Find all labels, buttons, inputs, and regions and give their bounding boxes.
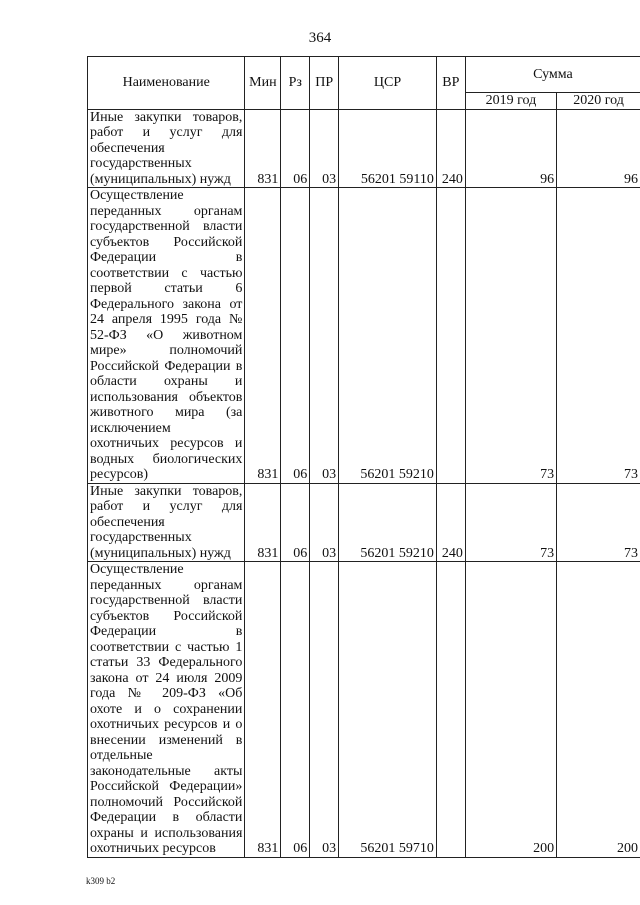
table-row xyxy=(88,562,640,858)
header-sum: Сумма xyxy=(465,57,640,93)
row-csr: 56201 59110 xyxy=(339,109,437,188)
header-year-2019: 2019 год xyxy=(465,93,556,110)
header-rz: Рз xyxy=(281,57,310,110)
row-rz: 06 xyxy=(281,188,310,484)
table-row xyxy=(88,483,640,562)
header-vr: ВР xyxy=(436,57,465,110)
row-sum-2019: 200 xyxy=(465,562,556,858)
row-rz: 06 xyxy=(281,562,310,858)
row-sum-2019: 96 xyxy=(465,109,556,188)
row-name: Иные закупки товаров, работ и услуг для обеспечения государственных (муниципальных) нужд xyxy=(88,109,245,188)
budget-table xyxy=(87,56,640,858)
footer-code: k309 b2 xyxy=(86,876,116,886)
table-row xyxy=(88,188,640,484)
row-vr: 240 xyxy=(436,483,465,562)
row-sum-2020: 200 xyxy=(557,562,640,858)
row-csr: 56201 59210 xyxy=(339,188,437,484)
row-min: 831 xyxy=(245,483,281,562)
row-min: 831 xyxy=(245,562,281,858)
row-min: 831 xyxy=(245,109,281,188)
header-pr: ПР xyxy=(310,57,339,110)
row-name: Осуществление переданных органам государственной власти субъектов Российской Федерации в соответствии с частью 1 статьи 33 Федерального закона от 24 июля 2009 года № 209-ФЗ «Об охоте и о сохранении охотничьих ресурсов и о внесении изменений в отдельные законодательные акты Российской Федерации» полномочий Российской Федерации в области охраны и использования охотничьих ресурсов xyxy=(88,562,245,858)
header-name: Наименование xyxy=(88,57,245,110)
row-sum-2020: 96 xyxy=(557,109,640,188)
row-pr: 03 xyxy=(310,188,339,484)
row-rz: 06 xyxy=(281,109,310,188)
page-number: 364 xyxy=(308,30,332,46)
table-row xyxy=(88,109,640,188)
row-sum-2020: 73 xyxy=(557,483,640,562)
row-min: 831 xyxy=(245,188,281,484)
row-vr xyxy=(436,188,465,484)
row-rz: 06 xyxy=(281,483,310,562)
row-vr xyxy=(436,562,465,858)
header-csr: ЦСР xyxy=(339,57,437,110)
header-min: Мин xyxy=(245,57,281,110)
header-year-2020: 2020 год xyxy=(557,93,640,110)
row-csr: 56201 59210 xyxy=(339,483,437,562)
row-name: Иные закупки товаров, работ и услуг для обеспечения государственных (муниципальных) нужд xyxy=(88,483,245,562)
row-sum-2020: 73 xyxy=(557,188,640,484)
row-sum-2019: 73 xyxy=(465,188,556,484)
row-pr: 03 xyxy=(310,483,339,562)
row-pr: 03 xyxy=(310,109,339,188)
row-sum-2019: 73 xyxy=(465,483,556,562)
row-pr: 03 xyxy=(310,562,339,858)
row-vr: 240 xyxy=(436,109,465,188)
row-csr: 56201 59710 xyxy=(339,562,437,858)
row-name: Осуществление переданных органам государственной власти субъектов Российской Федерации в соответствии с частью первой статьи 6 Федерального закона от 24 апреля 1995 года № 52-ФЗ «О животном мире» полномочий Российской Федерации в области охраны и использования объектов животного мира (за исключением охотничьих ресурсов и водных биологических ресурсов) xyxy=(88,188,245,484)
